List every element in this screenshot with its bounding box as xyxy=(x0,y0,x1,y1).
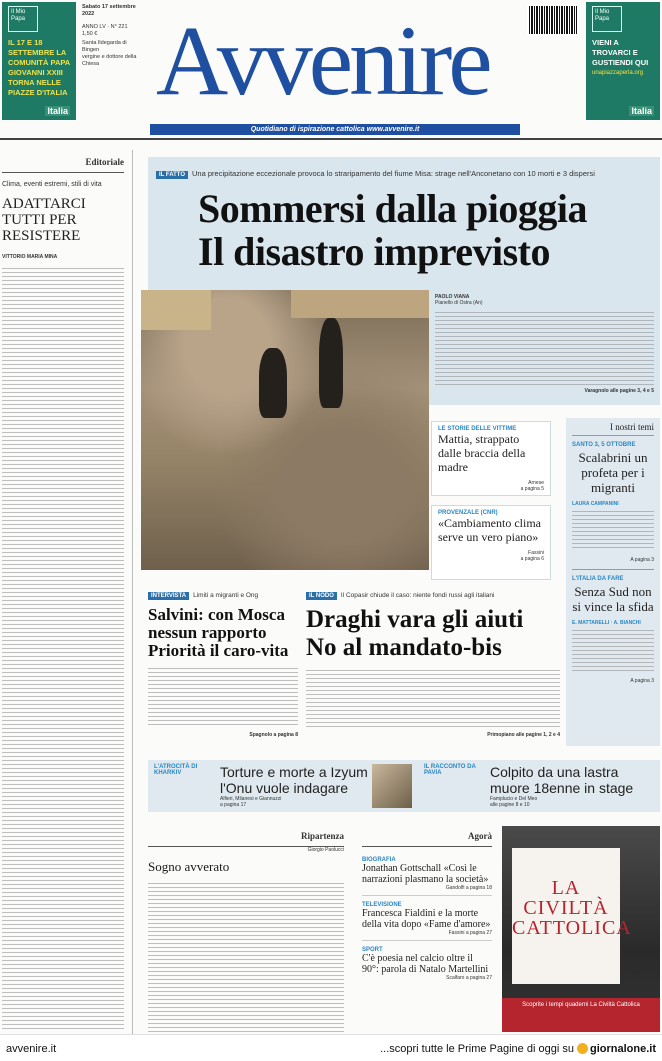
giornalone-logo-icon xyxy=(577,1043,588,1054)
issue-saint: Santa Ildegarda di Bingen xyxy=(82,40,127,53)
news-strip xyxy=(148,760,660,812)
civilta-cattolica-ad[interactable] xyxy=(502,826,660,1032)
story-salvini[interactable] xyxy=(148,584,298,746)
editorial-body xyxy=(2,268,124,1032)
inside-box-tag: LE STORIE DELLE VITTIME xyxy=(438,426,517,432)
footer-brand: giornalone.it xyxy=(590,1043,656,1055)
newspaper-tagline: Quotidiano di ispirazione cattolica www.avvenire.it xyxy=(150,124,520,135)
story-title: Salvini: con Mosca nessun rapporto Priorità il caro-vita xyxy=(148,605,289,660)
inside-box-page: a pagina 5 xyxy=(520,486,544,492)
lead-photo-flood xyxy=(141,290,429,570)
ad-title-line2: CATTOLICA xyxy=(512,917,632,939)
footer-site-link[interactable]: avvenire.it xyxy=(6,1043,57,1055)
rail-item[interactable] xyxy=(572,569,654,684)
lead-title-line1: Sommersi dalla pioggia xyxy=(198,186,588,231)
rail-item-page: A pagina 3 xyxy=(630,678,654,684)
strip-author: Famplucio e Del Meo xyxy=(490,796,538,802)
ad-book-cover xyxy=(512,848,632,984)
story-kicker: Limiti a migranti e Ong xyxy=(193,592,259,599)
rail-item-title: Scalabrini un profeta per i migranti xyxy=(578,450,648,495)
story-page-ref: Spagnolo a pagina 8 xyxy=(249,732,298,738)
ripartenza-section-label: Ripartenza xyxy=(301,831,344,841)
story-body xyxy=(148,668,298,728)
story-page-ref: Primopiano alle pagine 1, 2 e 4 xyxy=(487,732,560,738)
masthead-rule xyxy=(0,138,662,140)
promo-badge: Il Mio Papa xyxy=(8,6,38,32)
inside-box-victims[interactable] xyxy=(431,421,551,496)
right-promo-box[interactable] xyxy=(586,2,660,120)
footer-cta-text: ...scopri tutte le Prime Pagine di oggi su xyxy=(380,1043,574,1055)
issue-saint-note: vergine e dottore della Chiesa xyxy=(82,54,137,67)
story-title-line2: No al mandato-bis xyxy=(306,634,502,661)
promo-brand: Italia xyxy=(47,106,68,116)
inside-box-climate[interactable] xyxy=(431,505,551,580)
agora-item-tag: SPORT xyxy=(362,947,383,953)
story-kicker: Il Copasir chiude il caso: niente fondi russi agli italiani xyxy=(340,592,495,599)
inside-box-tag: PROVENZALE (CNR) xyxy=(438,510,498,516)
editorial-column xyxy=(2,152,124,1032)
editorial-section-label: Editoriale xyxy=(85,157,124,167)
agora-item[interactable] xyxy=(362,947,492,981)
story-draghi[interactable] xyxy=(306,584,560,746)
inside-box-page: a pagina 6 xyxy=(520,556,544,562)
right-promo-text: VIENI A TROVARCI E GUSTIENDI QUI xyxy=(592,38,649,67)
agora-item[interactable] xyxy=(362,857,492,896)
rail-item-author: LAURA CAMPANINI xyxy=(572,501,619,507)
lead-body-text xyxy=(435,312,654,386)
strip-author: Alfieri, Milanesi e Giannuzzi xyxy=(220,796,282,802)
ad-title-line1: LA CIVILTÀ xyxy=(523,877,609,919)
issue-date: Sabato 17 settembre 2022 xyxy=(82,4,136,17)
agora-item-title: C'è poesia nel calcio oltre il 90°: parola di Natalo Martellini xyxy=(362,953,489,975)
photo-building xyxy=(141,290,211,330)
inside-box-title: «Cambiamento clima serve un vero piano» xyxy=(438,516,541,544)
rail-item-tag: SANTO 3, 5 OTTOBRE xyxy=(572,442,636,448)
issue-meta xyxy=(82,4,140,68)
strip-item-tag xyxy=(154,764,214,776)
strip-item-tag xyxy=(424,764,484,776)
story-body xyxy=(306,670,560,728)
rail-heading: I nostri temi xyxy=(610,422,654,432)
story-title-line1: Draghi vara gli aiuti xyxy=(306,606,524,633)
ripartenza-body xyxy=(148,883,344,1035)
promo-brand: Italia xyxy=(631,106,652,116)
photo-building xyxy=(291,290,429,318)
footer-bar xyxy=(0,1034,662,1061)
story-pill: INTERVISTA xyxy=(148,592,189,600)
strip-tag: IL RACCONTO DA PAVIA xyxy=(424,764,476,776)
right-promo-sub: unapiazzaperla.org xyxy=(592,70,644,76)
right-rail-themes xyxy=(566,418,660,746)
ad-caption: Scoprite i tempi quaderni La Civiltà Cattolica xyxy=(502,998,660,1032)
promo-badge: Il Mio Papa xyxy=(592,6,622,32)
strip-title: Colpito da una lastra muore 18enne in stage xyxy=(490,764,634,796)
agora-item-page: Scalfaro a pagina 27 xyxy=(446,975,492,981)
lead-continues[interactable]: Varagnolo alle pagine 3, 4 e 5 xyxy=(584,388,654,394)
strip-photo xyxy=(372,764,412,808)
left-promo-box[interactable] xyxy=(2,2,76,120)
strip-item[interactable] xyxy=(490,764,656,808)
ripartenza-author: Giorgio Paolucci xyxy=(307,847,344,853)
ripartenza-column[interactable] xyxy=(148,826,344,1032)
agora-item-tag: BIOGRAFIA xyxy=(362,857,396,863)
issue-price: 1,50 € xyxy=(82,31,98,37)
rail-item-tag: L'ITALIA DA FARE xyxy=(572,576,624,582)
photo-child-figure xyxy=(259,348,287,418)
rail-item-author: E. MATTARELLI · A. BIANCHI xyxy=(572,620,641,626)
story-pill: IL NODO xyxy=(306,592,337,600)
lead-body xyxy=(429,290,660,405)
footer-cta[interactable] xyxy=(380,1043,656,1055)
left-promo-text: IL 17 E 18 SETTEMBRE LA COMUNITÀ PAPA GIOVANNI XXIII TORNA NELLE PIAZZE D'ITALIA xyxy=(8,38,70,97)
strip-page: a pagina 17 xyxy=(220,802,247,808)
rail-item-page: A pagina 3 xyxy=(630,557,654,563)
rail-item-title: Senza Sud non si vince la sfida xyxy=(572,584,654,614)
agora-column xyxy=(362,826,492,1032)
strip-item[interactable] xyxy=(220,764,368,808)
lead-kicker: Una precipitazione eccezionale provoca lo straripamento del fiume Misa: strage nell'Anconetano con 10 morti e 3 dispersi xyxy=(192,169,595,178)
column-divider xyxy=(132,150,133,1034)
ripartenza-title: Sogno avverato xyxy=(148,859,230,874)
editorial-byline: VITTORIO MARIA MINA xyxy=(2,254,58,260)
agora-item-title: Francesca Fialdini e la morte della vita dopo «Fame d'amore» xyxy=(362,908,491,930)
inside-box-author: Arnese xyxy=(528,480,544,486)
lead-author-place: Pianello di Ostra (An) xyxy=(435,300,483,306)
strip-tag: L'ATROCITÀ DI KHARKIV xyxy=(154,764,198,776)
agora-item-page: Gandolfi a pagina 18 xyxy=(445,885,492,891)
agora-section-label: Agorà xyxy=(468,831,492,841)
strip-title: Torture e morte a Izyum l'Onu vuole indagare xyxy=(220,764,368,796)
lead-headline-block[interactable] xyxy=(148,157,660,290)
lead-author: PAOLO VIANA xyxy=(435,294,470,300)
strip-page: alle pagine 8 e 10 xyxy=(490,802,530,808)
rail-item[interactable] xyxy=(572,435,654,563)
editorial-kicker: Clima, eventi estremi, stili di vita xyxy=(2,181,102,188)
lead-title-line2: Il disastro imprevisto xyxy=(198,229,550,274)
issue-edition: ANNO LV · N° 221 xyxy=(82,24,128,30)
rail-item-body xyxy=(572,511,654,551)
rail-item-body xyxy=(572,630,654,674)
inside-box-title: Mattia, strappato dalle braccia della madre xyxy=(438,432,526,474)
barcode xyxy=(527,4,579,36)
agora-item[interactable] xyxy=(362,902,492,941)
editorial-title[interactable]: ADATTARCI TUTTI PER RESISTERE xyxy=(2,196,86,244)
agora-item-tag: TELEVISIONE xyxy=(362,902,402,908)
photo-adult-figure xyxy=(319,318,343,408)
newspaper-logo[interactable]: Avvenire xyxy=(156,5,489,116)
agora-item-page: Fassini a pagina 27 xyxy=(448,930,492,936)
agora-item-title: Jonathan Gottschall «Così le narrazioni plasmano la società» xyxy=(362,863,489,885)
lead-tag: IL FATTO xyxy=(156,171,188,179)
inside-box-author: Fassini xyxy=(528,550,544,556)
